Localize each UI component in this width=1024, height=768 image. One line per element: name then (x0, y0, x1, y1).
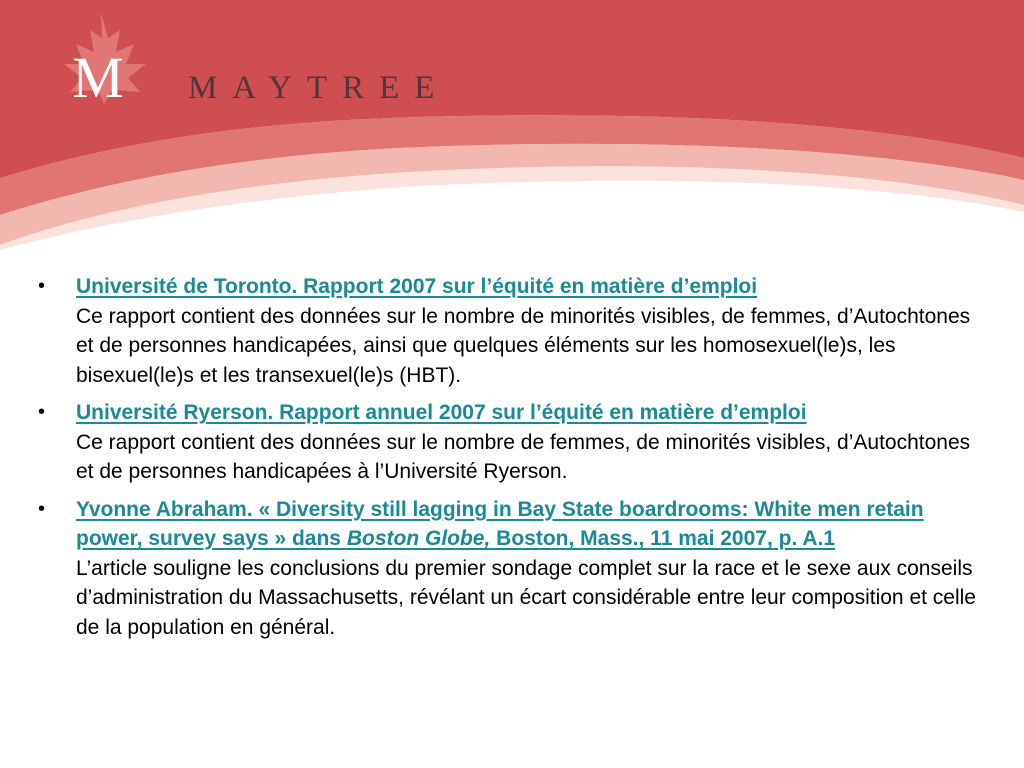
link-text-suffix: Boston, Mass., 11 mai 2007, p. A.1 (490, 527, 836, 550)
reference-link-ryerson[interactable]: Université Ryerson. Rapport annuel 2007 sur l’équité en matière d’emploi (76, 401, 807, 424)
banner-graphic (0, 0, 1024, 250)
logo-letter: M (72, 45, 124, 110)
brand-name: MAYTREE (188, 70, 450, 106)
list-item (38, 398, 988, 487)
reference-list (38, 272, 988, 650)
reference-description: Ce rapport contient des données sur le nombre de minorités visibles, de femmes, d’Autochtones et de personnes handicapées, ainsi que quelques éléments sur les homosexuel(le)s, les bisexuel(le)s et les transexuel(le)s (HBT). (76, 304, 971, 387)
reference-link-toronto[interactable]: Université de Toronto. Rapport 2007 sur l’équité en matière d’emploi (76, 275, 758, 298)
list-item (38, 272, 988, 390)
list-item (38, 495, 988, 643)
reference-description: Ce rapport contient des données sur le nombre de femmes, de minorités visibles, d’Autochtones et de personnes handicapées à l’Université Ryerson. (76, 430, 971, 483)
header-banner (0, 0, 1024, 250)
reference-link-boston-globe[interactable] (76, 498, 924, 551)
link-text-prefix: Yvonne Abraham. « Diversity still lagging in Bay State boardrooms: White men retain power, survey says » dans (76, 497, 924, 550)
reference-description: L’article souligne les conclusions du premier sondage complet sur la race et le sexe aux conseils d’administration du Massachusetts, révélant un écart considérable entre leur composition et celle de la population en général. (76, 556, 976, 639)
link-text-publication: Boston Globe, (346, 527, 491, 550)
